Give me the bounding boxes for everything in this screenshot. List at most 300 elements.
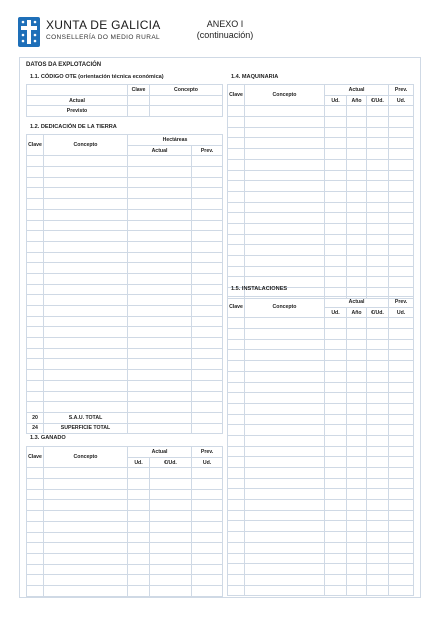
entry-cell[interactable] [192,273,223,284]
entry-cell[interactable] [27,327,44,338]
entry-cell[interactable] [367,371,389,382]
entry-cell[interactable] [44,295,128,306]
entry-cell[interactable] [347,277,367,288]
entry-cell[interactable] [228,435,245,446]
entry-cell[interactable] [367,403,389,414]
entry-cell[interactable] [347,382,367,393]
entry-cell[interactable] [192,220,223,231]
entry-cell[interactable] [245,202,325,213]
entry-cell[interactable] [325,574,347,585]
entry-cell[interactable] [128,585,150,596]
entry-cell[interactable] [389,382,414,393]
entry-cell[interactable] [44,188,128,199]
entry-cell[interactable] [325,213,347,224]
entry-cell[interactable] [228,149,245,160]
entry-cell[interactable] [325,521,347,532]
entry-cell[interactable] [325,170,347,181]
entry-cell[interactable] [347,425,367,436]
entry-cell[interactable] [128,306,192,317]
entry-cell[interactable] [389,489,414,500]
entry-cell[interactable] [128,338,192,349]
entry-cell[interactable] [325,446,347,457]
entry-cell[interactable] [325,382,347,393]
entry-cell[interactable] [128,359,192,370]
ote-actual-clave-cell[interactable] [128,95,150,106]
entry-cell[interactable] [192,231,223,242]
entry-cell[interactable] [192,511,223,522]
entry-cell[interactable] [228,542,245,553]
entry-cell[interactable] [192,521,223,532]
entry-cell[interactable] [27,199,44,210]
entry-cell[interactable] [367,585,389,596]
entry-cell[interactable] [367,318,389,329]
entry-cell[interactable] [245,117,325,128]
entry-cell[interactable] [367,277,389,288]
entry-cell[interactable] [389,457,414,468]
entry-cell[interactable] [192,532,223,543]
entry-cell[interactable] [27,532,44,543]
entry-cell[interactable] [27,402,44,413]
entry-cell[interactable] [27,273,44,284]
entry-cell[interactable] [192,479,223,490]
entry-cell[interactable] [128,273,192,284]
entry-cell[interactable] [389,318,414,329]
entry-cell[interactable] [128,479,150,490]
entry-cell[interactable] [192,252,223,263]
entry-cell[interactable] [389,213,414,224]
entry-cell[interactable] [347,170,367,181]
entry-cell[interactable] [347,234,367,245]
entry-cell[interactable] [389,468,414,479]
entry-cell[interactable] [27,231,44,242]
entry-cell[interactable] [245,585,325,596]
entry-cell[interactable] [245,329,325,340]
entry-cell[interactable] [192,585,223,596]
entry-cell[interactable] [192,575,223,586]
entry-cell[interactable] [228,213,245,224]
entry-cell[interactable] [347,213,367,224]
entry-cell[interactable] [128,284,192,295]
entry-cell[interactable] [347,350,367,361]
entry-cell[interactable] [228,403,245,414]
entry-cell[interactable] [150,585,192,596]
entry-cell[interactable] [228,159,245,170]
entry-cell[interactable] [325,542,347,553]
entry-cell[interactable] [325,585,347,596]
ote-previsto-concepto-cell[interactable] [150,106,223,117]
entry-cell[interactable] [325,149,347,160]
entry-cell[interactable] [128,391,192,402]
entry-cell[interactable] [389,403,414,414]
entry-cell[interactable] [192,156,223,167]
entry-cell[interactable] [389,478,414,489]
entry-cell[interactable] [367,339,389,350]
entry-cell[interactable] [27,359,44,370]
entry-cell[interactable] [389,361,414,372]
entry-cell[interactable] [325,277,347,288]
entry-cell[interactable] [389,350,414,361]
entry-cell[interactable] [192,209,223,220]
entry-cell[interactable] [325,117,347,128]
entry-cell[interactable] [325,329,347,340]
entry-cell[interactable] [27,564,44,575]
entry-cell[interactable] [325,468,347,479]
entry-cell[interactable] [44,500,128,511]
entry-cell[interactable] [245,170,325,181]
entry-cell[interactable] [228,371,245,382]
entry-cell[interactable] [245,318,325,329]
entry-cell[interactable] [44,199,128,210]
entry-cell[interactable] [347,256,367,267]
entry-cell[interactable] [389,329,414,340]
entry-cell[interactable] [325,371,347,382]
entry-cell[interactable] [128,167,192,178]
entry-cell[interactable] [325,245,347,256]
entry-cell[interactable] [228,181,245,192]
entry-cell[interactable] [192,167,223,178]
entry-cell[interactable] [389,521,414,532]
entry-cell[interactable] [128,553,150,564]
entry-cell[interactable] [128,489,150,500]
entry-cell[interactable] [44,338,128,349]
entry-cell[interactable] [128,327,192,338]
entry-cell[interactable] [27,391,44,402]
entry-cell[interactable] [347,393,367,404]
entry-cell[interactable] [44,553,128,564]
entry-cell[interactable] [367,574,389,585]
entry-cell[interactable] [44,316,128,327]
entry-cell[interactable] [245,435,325,446]
entry-cell[interactable] [325,361,347,372]
entry-cell[interactable] [228,138,245,149]
entry-cell[interactable] [367,191,389,202]
entry-cell[interactable] [128,575,150,586]
entry-cell[interactable] [128,231,192,242]
entry-cell[interactable] [44,177,128,188]
entry-cell[interactable] [325,500,347,511]
entry-cell[interactable] [347,521,367,532]
entry-cell[interactable] [27,500,44,511]
entry-cell[interactable] [245,234,325,245]
entry-cell[interactable] [128,263,192,274]
entry-cell[interactable] [192,241,223,252]
entry-cell[interactable] [325,553,347,564]
entry-cell[interactable] [245,149,325,160]
entry-cell[interactable] [128,412,192,423]
entry-cell[interactable] [367,127,389,138]
entry-cell[interactable] [27,348,44,359]
entry-cell[interactable] [44,273,128,284]
entry-cell[interactable] [389,149,414,160]
entry-cell[interactable] [228,564,245,575]
entry-cell[interactable] [347,489,367,500]
entry-cell[interactable] [245,181,325,192]
entry-cell[interactable] [347,339,367,350]
entry-cell[interactable] [325,414,347,425]
entry-cell[interactable] [128,220,192,231]
entry-cell[interactable] [347,510,367,521]
entry-cell[interactable] [367,435,389,446]
entry-cell[interactable] [367,223,389,234]
entry-cell[interactable] [245,371,325,382]
entry-cell[interactable] [389,574,414,585]
entry-cell[interactable] [245,191,325,202]
entry-cell[interactable] [389,181,414,192]
entry-cell[interactable] [325,256,347,267]
entry-cell[interactable] [389,542,414,553]
entry-cell[interactable] [27,380,44,391]
entry-cell[interactable] [192,553,223,564]
entry-cell[interactable] [228,234,245,245]
entry-cell[interactable] [367,170,389,181]
entry-cell[interactable] [347,435,367,446]
entry-cell[interactable] [389,223,414,234]
entry-cell[interactable] [228,266,245,277]
entry-cell[interactable] [245,425,325,436]
entry-cell[interactable] [44,252,128,263]
entry-cell[interactable] [27,338,44,349]
entry-cell[interactable] [128,380,192,391]
entry-cell[interactable] [389,159,414,170]
entry-cell[interactable] [192,348,223,359]
entry-cell[interactable] [347,318,367,329]
entry-cell[interactable] [228,510,245,521]
entry-cell[interactable] [150,532,192,543]
entry-cell[interactable] [325,489,347,500]
entry-cell[interactable] [192,338,223,349]
entry-cell[interactable] [228,532,245,543]
entry-cell[interactable] [44,167,128,178]
entry-cell[interactable] [192,306,223,317]
entry-cell[interactable] [44,348,128,359]
entry-cell[interactable] [44,489,128,500]
entry-cell[interactable] [245,223,325,234]
entry-cell[interactable] [150,575,192,586]
entry-cell[interactable] [192,370,223,381]
entry-cell[interactable] [325,191,347,202]
entry-cell[interactable] [389,446,414,457]
entry-cell[interactable] [367,425,389,436]
entry-cell[interactable] [347,553,367,564]
entry-cell[interactable] [389,585,414,596]
entry-cell[interactable] [128,295,192,306]
entry-cell[interactable] [389,256,414,267]
entry-cell[interactable] [245,532,325,543]
entry-cell[interactable] [325,564,347,575]
entry-cell[interactable] [367,489,389,500]
entry-cell[interactable] [27,220,44,231]
entry-cell[interactable] [367,181,389,192]
entry-cell[interactable] [228,329,245,340]
entry-cell[interactable] [27,263,44,274]
entry-cell[interactable] [128,156,192,167]
entry-cell[interactable] [128,423,192,434]
entry-cell[interactable] [128,500,150,511]
entry-cell[interactable] [389,435,414,446]
entry-cell[interactable] [367,478,389,489]
entry-cell[interactable] [27,479,44,490]
entry-cell[interactable] [44,263,128,274]
entry-cell[interactable] [367,245,389,256]
entry-cell[interactable] [192,468,223,479]
entry-cell[interactable] [367,500,389,511]
entry-cell[interactable] [389,564,414,575]
entry-cell[interactable] [367,106,389,117]
entry-cell[interactable] [245,446,325,457]
entry-cell[interactable] [27,188,44,199]
entry-cell[interactable] [44,241,128,252]
entry-cell[interactable] [128,564,150,575]
entry-cell[interactable] [228,393,245,404]
entry-cell[interactable] [128,511,150,522]
entry-cell[interactable] [389,170,414,181]
entry-cell[interactable] [367,159,389,170]
entry-cell[interactable] [389,532,414,543]
entry-cell[interactable] [347,191,367,202]
entry-cell[interactable] [228,457,245,468]
entry-cell[interactable] [192,199,223,210]
entry-cell[interactable] [245,542,325,553]
entry-cell[interactable] [245,361,325,372]
entry-cell[interactable] [389,138,414,149]
entry-cell[interactable] [27,252,44,263]
entry-cell[interactable] [389,245,414,256]
entry-cell[interactable] [128,370,192,381]
entry-cell[interactable] [44,220,128,231]
entry-cell[interactable] [347,106,367,117]
entry-cell[interactable] [347,532,367,543]
entry-cell[interactable] [44,532,128,543]
entry-cell[interactable] [389,393,414,404]
entry-cell[interactable] [347,159,367,170]
entry-cell[interactable] [228,521,245,532]
entry-cell[interactable] [325,510,347,521]
entry-cell[interactable] [367,532,389,543]
entry-cell[interactable] [245,393,325,404]
entry-cell[interactable] [228,318,245,329]
entry-cell[interactable] [245,245,325,256]
entry-cell[interactable] [27,177,44,188]
entry-cell[interactable] [245,489,325,500]
entry-cell[interactable] [389,234,414,245]
entry-cell[interactable] [389,277,414,288]
entry-cell[interactable] [367,393,389,404]
entry-cell[interactable] [347,478,367,489]
entry-cell[interactable] [27,370,44,381]
entry-cell[interactable] [128,532,150,543]
entry-cell[interactable] [347,181,367,192]
entry-cell[interactable] [367,564,389,575]
entry-cell[interactable] [27,585,44,596]
entry-cell[interactable] [44,359,128,370]
entry-cell[interactable] [44,468,128,479]
entry-cell[interactable] [245,106,325,117]
entry-cell[interactable] [347,446,367,457]
entry-cell[interactable] [245,256,325,267]
entry-cell[interactable] [44,521,128,532]
entry-cell[interactable] [27,521,44,532]
entry-cell[interactable] [347,542,367,553]
entry-cell[interactable] [367,361,389,372]
entry-cell[interactable] [27,241,44,252]
entry-cell[interactable] [367,414,389,425]
entry-cell[interactable] [347,403,367,414]
entry-cell[interactable] [347,585,367,596]
entry-cell[interactable] [44,575,128,586]
entry-cell[interactable] [44,327,128,338]
entry-cell[interactable] [128,209,192,220]
entry-cell[interactable] [228,202,245,213]
entry-cell[interactable] [192,327,223,338]
entry-cell[interactable] [192,295,223,306]
entry-cell[interactable] [228,350,245,361]
entry-cell[interactable] [245,564,325,575]
entry-cell[interactable] [44,284,128,295]
entry-cell[interactable] [389,425,414,436]
entry-cell[interactable] [228,574,245,585]
entry-cell[interactable] [347,117,367,128]
entry-cell[interactable] [245,553,325,564]
entry-cell[interactable] [192,263,223,274]
entry-cell[interactable] [325,435,347,446]
entry-cell[interactable] [228,117,245,128]
entry-cell[interactable] [192,423,223,434]
entry-cell[interactable] [325,393,347,404]
entry-cell[interactable] [192,543,223,554]
entry-cell[interactable] [325,106,347,117]
entry-cell[interactable] [347,138,367,149]
entry-cell[interactable] [228,414,245,425]
entry-cell[interactable] [228,339,245,350]
entry-cell[interactable] [245,478,325,489]
ote-previsto-clave-cell[interactable] [128,106,150,117]
entry-cell[interactable] [245,510,325,521]
entry-cell[interactable] [245,574,325,585]
entry-cell[interactable] [128,177,192,188]
entry-cell[interactable] [367,446,389,457]
entry-cell[interactable] [228,191,245,202]
entry-cell[interactable] [347,329,367,340]
entry-cell[interactable] [228,500,245,511]
entry-cell[interactable] [44,402,128,413]
entry-cell[interactable] [150,500,192,511]
entry-cell[interactable] [228,256,245,267]
entry-cell[interactable] [347,266,367,277]
entry-cell[interactable] [192,391,223,402]
entry-cell[interactable] [325,138,347,149]
entry-cell[interactable] [367,382,389,393]
entry-cell[interactable] [44,585,128,596]
entry-cell[interactable] [27,543,44,554]
entry-cell[interactable] [347,223,367,234]
entry-cell[interactable] [44,370,128,381]
entry-cell[interactable] [128,348,192,359]
entry-cell[interactable] [228,478,245,489]
entry-cell[interactable] [389,127,414,138]
entry-cell[interactable] [150,521,192,532]
entry-cell[interactable] [228,468,245,479]
entry-cell[interactable] [367,468,389,479]
entry-cell[interactable] [325,403,347,414]
entry-cell[interactable] [245,457,325,468]
entry-cell[interactable] [150,564,192,575]
entry-cell[interactable] [347,468,367,479]
entry-cell[interactable] [228,425,245,436]
entry-cell[interactable] [44,306,128,317]
entry-cell[interactable] [245,414,325,425]
entry-cell[interactable] [44,479,128,490]
entry-cell[interactable] [325,339,347,350]
